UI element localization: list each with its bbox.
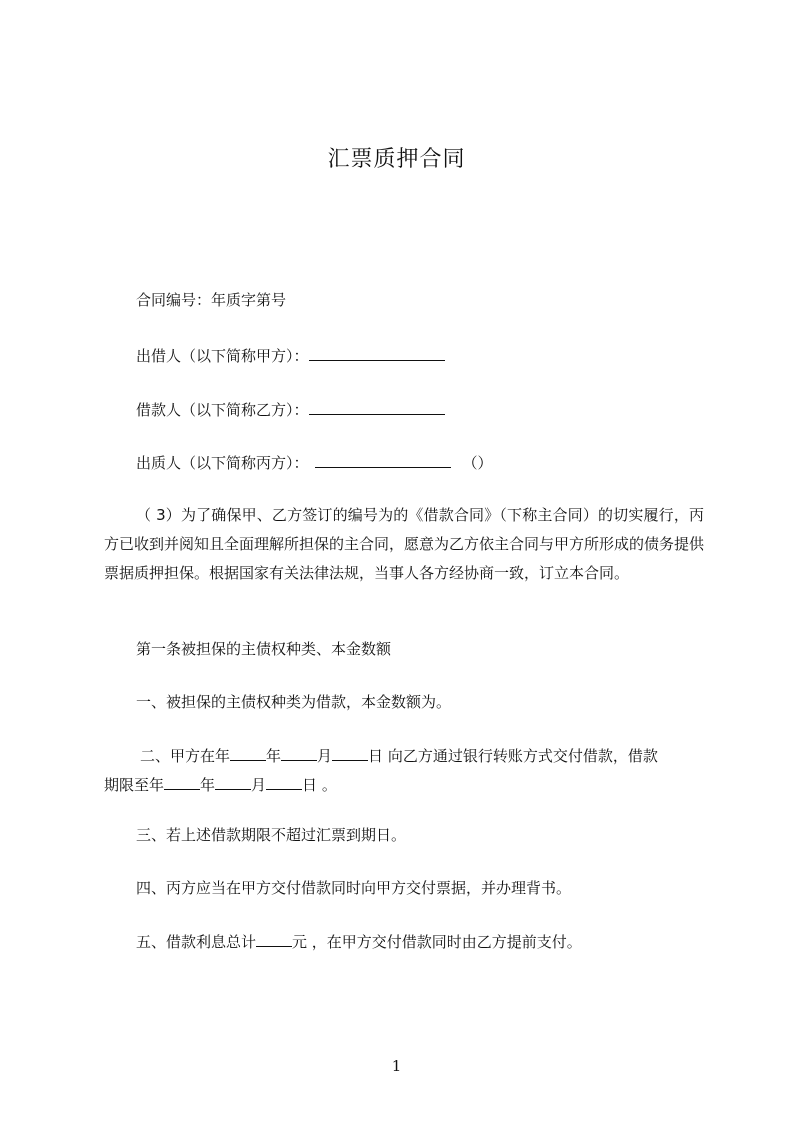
pledgor-suffix: （） xyxy=(462,454,493,472)
borrower-blank[interactable] xyxy=(309,400,445,415)
loan-month-blank[interactable] xyxy=(281,746,317,761)
lender-label: 出借人（以下简称甲方）： xyxy=(136,347,309,365)
page-number: 1 xyxy=(391,1057,402,1075)
clause-1: 一、被担保的主债权种类为借款，本金数额为。 xyxy=(136,693,452,711)
loan-day-blank[interactable] xyxy=(332,746,368,761)
contract-number: 合同编号：年质字第号 xyxy=(136,291,287,309)
interest-amount-blank[interactable] xyxy=(256,932,292,947)
borrower-line xyxy=(136,400,445,419)
term-day-blank[interactable] xyxy=(266,775,302,790)
document-title: 汇票质押合同 xyxy=(327,147,466,172)
clause-5: 五、借款利息总计 元 ，在甲方交付借款同时由乙方提前支付。 xyxy=(136,933,582,951)
clause-2-line-1: 二、甲方在年 年 月 日 向乙方通过银行转账方式交付借款，借款 xyxy=(140,747,658,765)
clause-3: 三、若上述借款期限不超过汇票到期日。 xyxy=(136,826,407,844)
article-1-heading: 第一条被担保的主债权种类、本金数额 xyxy=(136,640,392,658)
loan-year-blank[interactable] xyxy=(230,746,266,761)
lender-line xyxy=(136,346,445,365)
term-month-blank[interactable] xyxy=(215,775,251,790)
pledgor-label: 出质人（以下简称丙方）： xyxy=(136,454,309,472)
intro-paragraph: （ 3）为了确保甲、乙方签订的编号为的《借款合同》（下称主合同）的切实履行，丙方已收到并阅知且全面理解所担保的主合同，愿意为乙方依主合同与甲方所形成的债务提供票据质押担保。根据国家有关法律法规，当事人各方经协商一致，订立本合同。 xyxy=(104,506,705,582)
pledgor-line xyxy=(136,453,493,472)
clause-2-line-2: 期限至年 年 月 日 。 xyxy=(104,776,337,794)
term-year-blank[interactable] xyxy=(164,775,200,790)
borrower-label: 借款人（以下简称乙方）： xyxy=(136,401,309,419)
lender-blank[interactable] xyxy=(309,346,445,361)
pledgor-blank[interactable] xyxy=(315,453,451,468)
clause-4: 四、丙方应当在甲方交付借款同时向甲方交付票据，并办理背书。 xyxy=(136,879,572,897)
